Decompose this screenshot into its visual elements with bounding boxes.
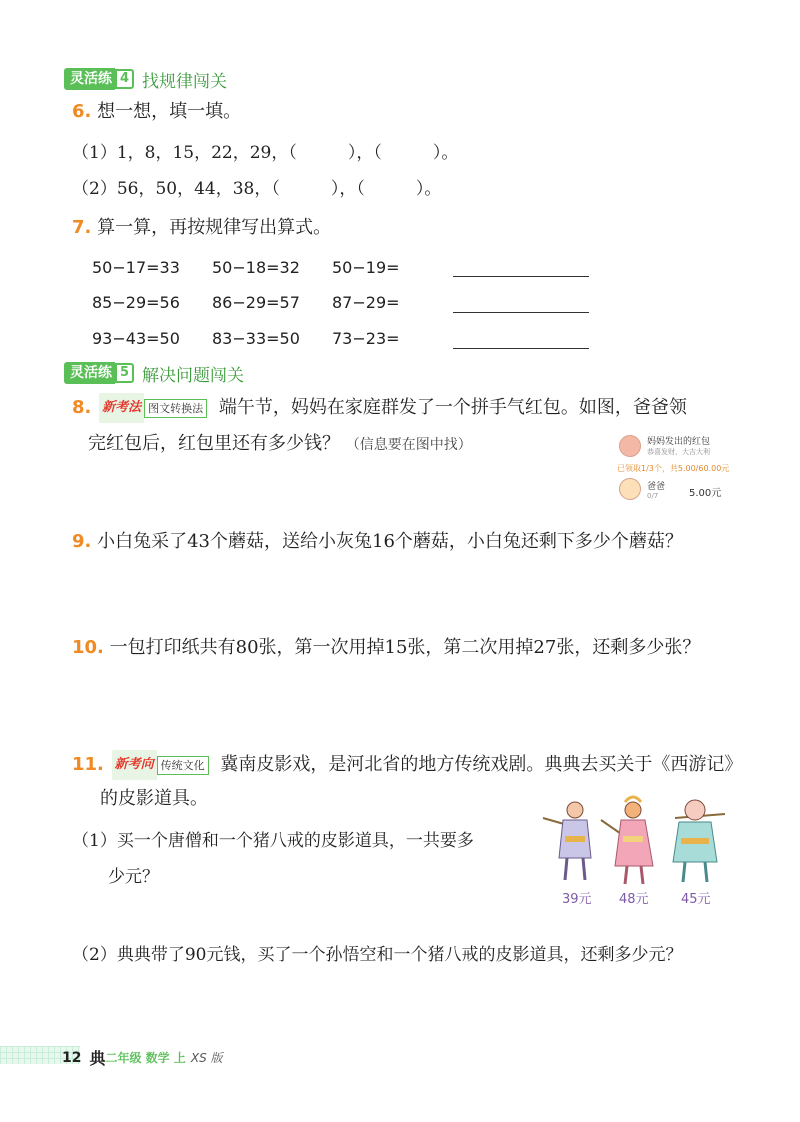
question-6 — [72, 98, 241, 126]
card-subtitle: 恭喜发财，大吉大利 — [647, 448, 710, 456]
puppet-zhu-bajie — [673, 800, 725, 882]
card-header — [619, 434, 710, 457]
question-number: 8. — [72, 397, 92, 418]
question-6-part-1: （1）1，8，15，22，29，（ ），（ ）。 — [72, 143, 459, 163]
question-tag — [112, 750, 209, 780]
price-label: 45元 — [681, 892, 711, 907]
card-status: 已领取1/3个，共5.00/60.00元 — [617, 464, 730, 473]
tag-type: 传统文化 — [157, 756, 209, 775]
card-recipient — [619, 478, 665, 500]
tag-new: 新考法 — [99, 393, 144, 423]
price-label: 39元 — [562, 892, 592, 907]
answer-blank[interactable] — [453, 312, 589, 313]
answer-blank[interactable] — [453, 348, 589, 349]
question-9 — [72, 528, 683, 556]
equation: 50−17=33 — [92, 258, 180, 277]
section-title: 解决问题闯关 — [142, 365, 245, 386]
question-text: 完红包后，红包里还有多少钱？ — [88, 433, 340, 454]
red-packet-card — [605, 430, 735, 504]
section-badge: 灵活练 — [64, 362, 115, 384]
price-label: 48元 — [619, 892, 649, 907]
question-text: 端午节，妈妈在家庭群发了一个拼手气红包。如图，爸爸领 — [218, 397, 687, 418]
question-11 — [72, 750, 742, 780]
question-number: 7. — [72, 217, 92, 238]
question-text: 冀南皮影戏，是河北省的地方传统戏剧。典典去买关于《西游记》 — [220, 754, 743, 775]
question-text: 小白兔采了43个蘑菇，送给小灰兔16个蘑菇，小白兔还剩下多少个蘑菇？ — [97, 531, 683, 552]
equation: 50−18=32 — [212, 258, 300, 277]
question-number: 9. — [72, 531, 92, 552]
equation: 50−19= — [332, 258, 400, 277]
shadow-puppets-illustration — [535, 788, 745, 888]
recipient-sub: 0/7 — [647, 491, 659, 500]
equation: 86−29=57 — [212, 293, 300, 312]
question-number: 6. — [72, 101, 92, 122]
question-text: 算一算，再按规律写出算式。 — [97, 217, 332, 238]
equation: 93−43=50 — [92, 329, 180, 348]
recipient-name: 爸爸 — [647, 481, 666, 492]
recipient-amount: 5.00元 — [689, 488, 722, 499]
question-10 — [72, 634, 700, 662]
footer — [62, 1046, 223, 1069]
question-text: 想一想，填一填。 — [97, 101, 242, 122]
grade-label: 二年级 数学 上 — [105, 1051, 186, 1065]
section-badge-number: 4 — [115, 69, 134, 89]
question-number: 10. — [72, 637, 104, 658]
question-tag — [99, 393, 207, 423]
page-number: 12 — [62, 1049, 82, 1066]
section-header-5 — [64, 360, 244, 386]
section-title: 找规律闯关 — [142, 71, 228, 92]
puppet-sun-wukong — [601, 797, 653, 884]
equation: 73−23= — [332, 329, 400, 348]
avatar — [619, 435, 641, 457]
question-11-part-2: （2）典典带了90元钱，买了一个孙悟空和一个猪八戒的皮影道具，还剩多少元？ — [72, 945, 683, 965]
brand-logo: 典 — [89, 1049, 106, 1068]
hint-text: （信息要在图中找） — [345, 437, 472, 453]
card-title: 妈妈发出的红包 — [647, 437, 711, 447]
section-badge-number: 5 — [115, 363, 134, 383]
question-text: 一包打印纸共有80张，第一次用掉15张，第二次用掉27张，还剩多少张？ — [109, 637, 701, 658]
section-badge: 灵活练 — [64, 68, 115, 90]
equation: 83−33=50 — [212, 329, 300, 348]
tag-new: 新考向 — [112, 750, 157, 780]
equation: 87−29= — [332, 293, 400, 312]
avatar — [619, 478, 641, 500]
section-header-4 — [64, 66, 227, 92]
question-11-part-1-cont: 少元？ — [108, 867, 159, 887]
question-6-part-2: （2）56，50，44，38，（ ），（ ）。 — [72, 179, 442, 199]
question-11-part-1: （1）买一个唐僧和一个猪八戒的皮影道具，一共要多 — [72, 831, 474, 851]
question-number: 11. — [72, 754, 104, 775]
edition-label: XS 版 — [190, 1051, 223, 1065]
question-7 — [72, 214, 331, 242]
equation: 85−29=56 — [92, 293, 180, 312]
answer-blank[interactable] — [453, 276, 589, 277]
question-11-line-2: 的皮影道具。 — [100, 788, 208, 809]
tag-type: 图文转换法 — [144, 399, 207, 418]
question-8 — [72, 393, 687, 423]
question-8-line-2 — [88, 430, 472, 459]
puppet-tang-seng — [543, 802, 591, 880]
